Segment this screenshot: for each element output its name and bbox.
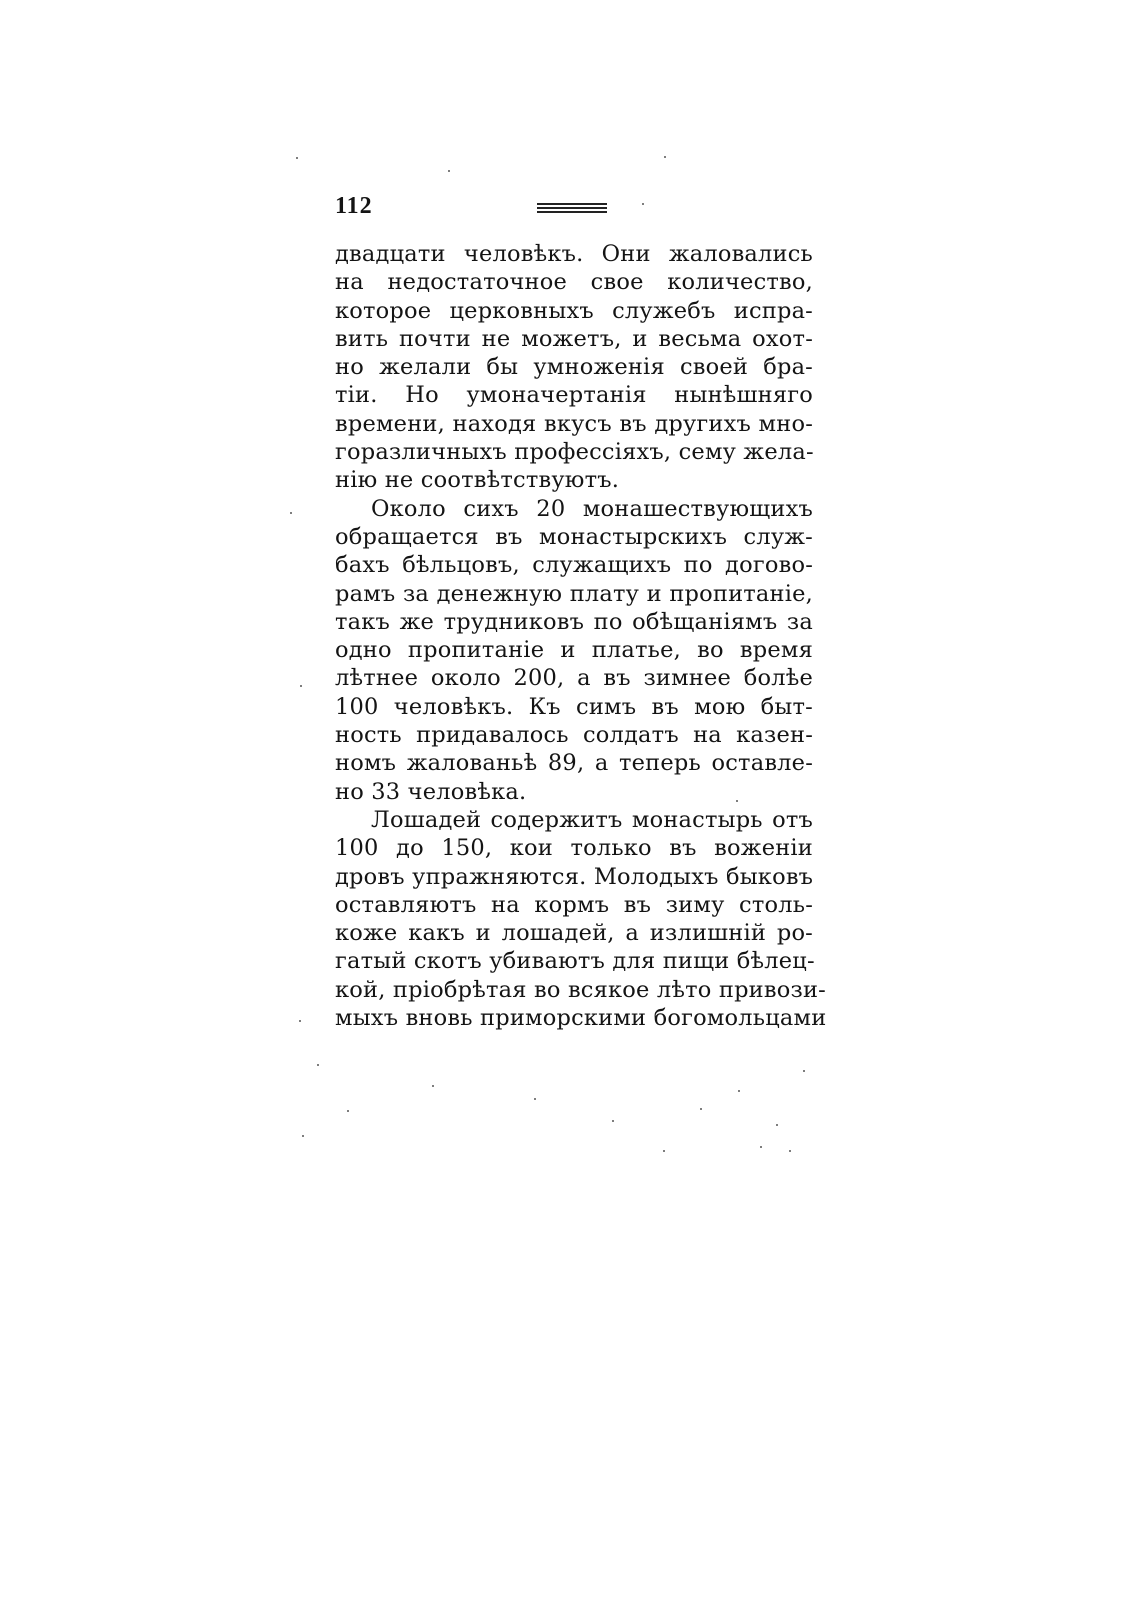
paragraph-3 [335,806,827,1032]
text-line: лѣтнее около 200, а въ зимнее болѣе [335,665,813,692]
text-line: гатый скотъ убиваютъ для пищи бѣлец- [335,948,815,975]
text-line: оставляютъ на кормъ въ зиму столь- [335,891,813,918]
text-line: такъ же трудниковъ по обѣщаніямъ за [335,608,813,635]
text-line: номъ жалованьѣ 89, а теперь оставле- [335,750,813,777]
text-line: дровъ упражняются. Молодыхъ быковъ [335,863,814,890]
text-line: Лошадей содержитъ монастырь отъ [371,806,813,833]
text-line: ность придавалось солдатъ на казен- [335,722,813,749]
text-line: которое церковныхъ служебъ испра- [335,297,813,324]
text-line: тіи. Но умоначертанія нынѣшняго [335,382,813,409]
text-line: нію не соотвѣтствуютъ. [335,467,620,494]
text-line: рамъ за денежную плату и пропитаніе, [335,580,813,607]
header-ornament-rule [537,203,607,213]
text-line: двадцати человѣкъ. Они жаловались [335,241,813,267]
text-line: но желали бы умноженія своей бра- [335,354,813,381]
text-line: 100 до 150, кои только въ воженіи [335,835,813,862]
text-line: коже какъ и лошадей, а излишній ро- [335,920,813,947]
text-line: вить почти не можетъ, и весьма охот- [335,325,813,352]
page-number: 112 [335,193,373,219]
page-header [335,193,815,223]
text-line: горазличныхъ профессіяхъ, сему жела- [335,439,814,466]
text-line: обращается въ монастырскихъ служ- [335,523,813,550]
text-line: одно пропитаніе и платье, во время [335,637,813,664]
text-line: Около сихъ 20 монашествующихъ [371,495,813,522]
text-line: но 33 человѣка. [335,778,527,805]
body-text [335,240,827,1032]
paragraph-2 [335,495,813,806]
text-line: времени, находя вкусъ въ другихъ мно- [335,410,813,437]
text-line: кой, пріобрѣтая во всякое лѣто привози- [335,976,826,1003]
text-line: на недостаточное свое количество, [335,269,813,296]
text-line: мыхъ вновь приморскими богомольцами [335,1005,827,1032]
text-line: бахъ бѣльцовъ, служащихъ по догово- [335,552,813,579]
paragraph-1 [335,240,813,495]
text-line: 100 человѣкъ. Къ симъ въ мою быт- [335,693,813,720]
